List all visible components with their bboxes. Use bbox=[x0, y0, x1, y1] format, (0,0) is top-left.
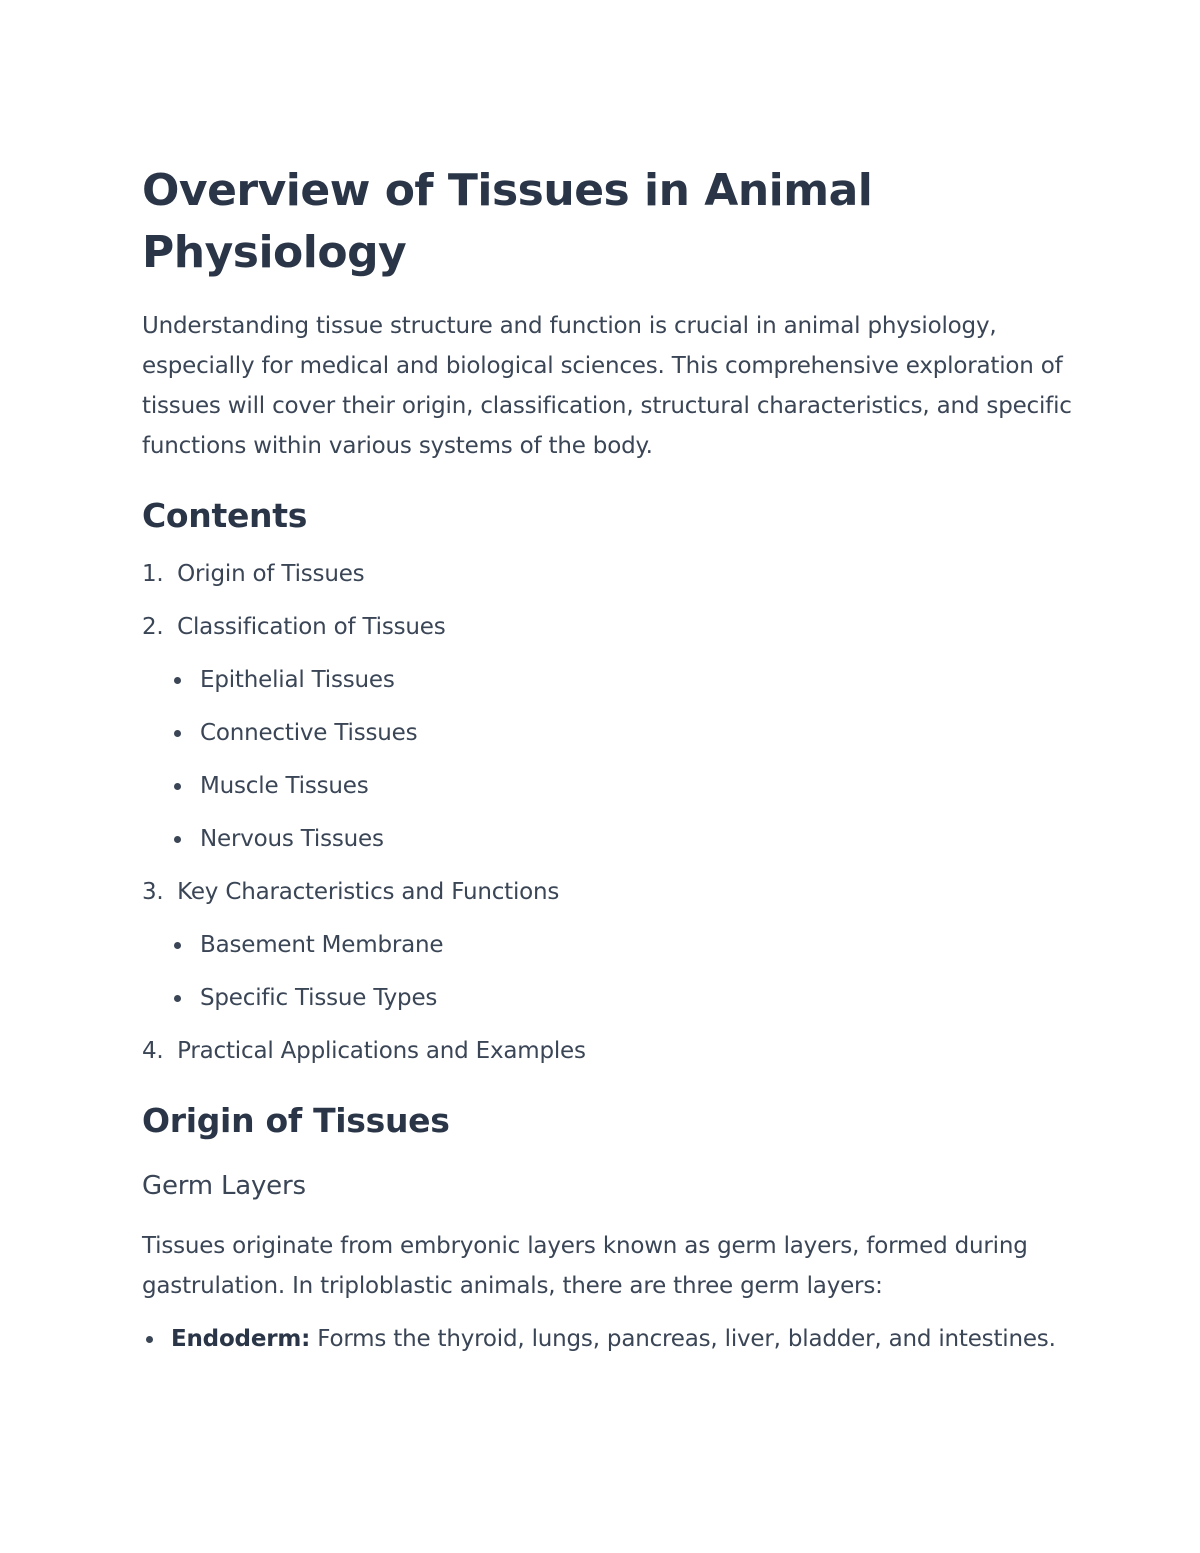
page-title: Overview of Tissues in Animal Physiology bbox=[142, 165, 873, 278]
toc-item-classification[interactable] bbox=[142, 610, 1082, 856]
toc-subitem-specific-types[interactable]: Specific Tissue Types bbox=[142, 981, 1082, 1015]
germ-layers-heading: Germ Layers bbox=[142, 1171, 306, 1201]
bullet-icon bbox=[174, 836, 181, 843]
toc-subitem-nervous[interactable]: Nervous Tissues bbox=[142, 822, 1082, 856]
toc-subitem-muscle[interactable]: Muscle Tissues bbox=[142, 769, 1082, 803]
toc-label: Practical Applications and Examples bbox=[177, 1038, 586, 1064]
toc-label: Origin of Tissues bbox=[177, 561, 365, 587]
germ-layer-term: Endoderm: bbox=[171, 1326, 311, 1352]
toc-item-characteristics[interactable] bbox=[142, 875, 1082, 1015]
toc-sublist bbox=[142, 928, 1082, 1015]
table-of-contents bbox=[142, 557, 1082, 1068]
toc-item-origin[interactable] bbox=[142, 557, 1082, 591]
toc-number: 4. bbox=[142, 1038, 164, 1064]
toc-number: 1. bbox=[142, 561, 164, 587]
intro-paragraph: Understanding tissue structure and function is crucial in animal physiology, especially for medical and biological sciences. This comprehensive exploration of tissues will cover their origin, classification, structural characteristics, and specific functions within various systems of the body. bbox=[142, 313, 1072, 459]
contents-heading: Contents bbox=[142, 496, 308, 535]
bullet-icon bbox=[174, 730, 181, 737]
bullet-icon bbox=[174, 995, 181, 1002]
bullet-icon bbox=[174, 677, 181, 684]
toc-subitem-connective[interactable]: Connective Tissues bbox=[142, 716, 1082, 750]
bullet-icon bbox=[174, 942, 181, 949]
bullet-icon bbox=[174, 783, 181, 790]
bullet-icon bbox=[146, 1336, 153, 1343]
toc-sublist bbox=[142, 663, 1082, 856]
toc-number: 3. bbox=[142, 879, 164, 905]
toc-label: Key Characteristics and Functions bbox=[177, 879, 560, 905]
document-page bbox=[142, 160, 1082, 1359]
germ-layer-description: Forms the thyroid, lungs, pancreas, liver, bladder, and intestines. bbox=[310, 1326, 1056, 1352]
germ-layer-list bbox=[142, 1319, 1082, 1359]
list-item bbox=[142, 1319, 1082, 1359]
germ-layers-paragraph: Tissues originate from embryonic layers known as germ layers, formed during gastrulation. In triploblastic animals, there are three germ layers: bbox=[142, 1233, 1028, 1299]
toc-item-applications[interactable] bbox=[142, 1034, 1082, 1068]
origin-heading: Origin of Tissues bbox=[142, 1101, 450, 1140]
toc-subitem-epithelial[interactable]: Epithelial Tissues bbox=[142, 663, 1082, 697]
toc-label: Classification of Tissues bbox=[177, 614, 446, 640]
toc-number: 2. bbox=[142, 614, 164, 640]
toc-subitem-basement-membrane[interactable]: Basement Membrane bbox=[142, 928, 1082, 962]
